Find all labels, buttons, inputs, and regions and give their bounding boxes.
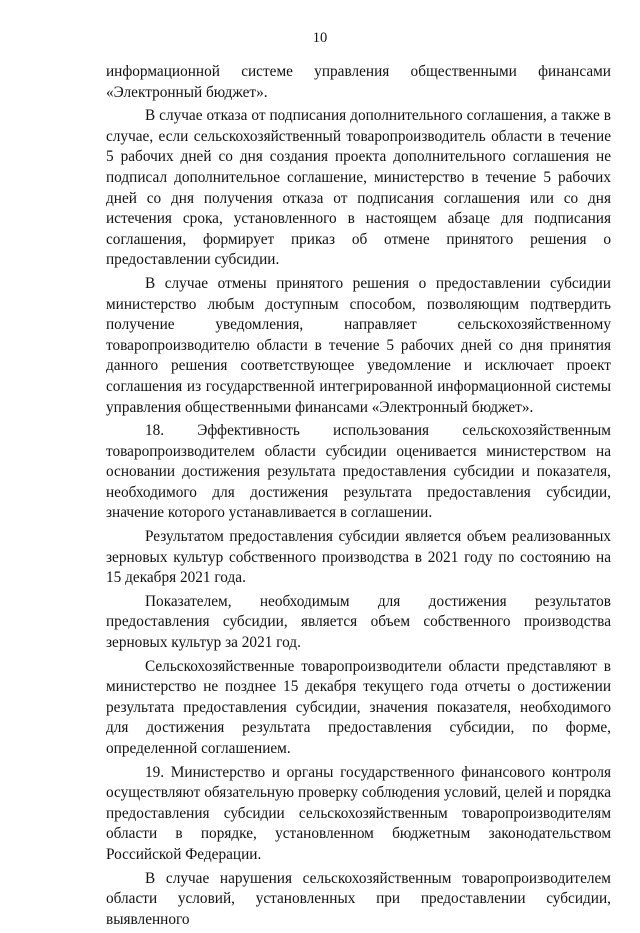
page-number: 10 [312, 30, 328, 46]
paragraph-refusal-additional-agreement: В случае отказа от подписания дополнительного соглашения, а также в случае, если сельскохозяйственный товаропроизводитель области в течение 5 рабочих дней со дня создания проекта дополнительного соглашения не подписал дополнительное соглашение, министерство в течение 5 рабочих дней со дня получения отказа от подписания соглашения или со дня истечения срока, установленного в настоящем абзаце для подписания соглашения, формирует приказ об отмене принятого решения о предоставлении субсидии. [106, 107, 611, 269]
paragraph-item-18: 18. Эффективность использования сельскохозяйственным товаропроизводителем области субсидии оценивается министерством на основании достижения результата предоставления субсидии и показателя, необходимого для достижения результата предоставления субсидии, значение которого устанавливается в соглашении. [106, 422, 611, 522]
document-body [106, 62, 611, 933]
paragraph-continuation: информационной системе управления общественными финансами «Электронный бюджет». [106, 63, 611, 101]
paragraph-indicator: Показателем, необходимым для достижения результатов предоставления субсидии, является объем собственного производства зерновых культур за 2021 год. [106, 592, 611, 652]
paragraph-result: Результатом предоставления субсидии является объем реализованных зерновых культур собственного производства в 2021 году по состоянию на 15 декабря 2021 года. [106, 528, 611, 587]
paragraph-reports: Сельскохозяйственные товаропроизводители области представляют в министерство не позднее 15 декабря текущего года отчеты о достижении результата предоставления субсидии, значения показателя, необходимого для достижения результата предоставления субсидии, по форме, определенной соглашением. [106, 657, 611, 757]
paragraph-violation: В случае нарушения сельскохозяйственным товаропроизводителем области условий, установленных при предоставлении субсидии, выявленного [106, 869, 611, 928]
paragraph-item-19: 19. Министерство и органы государственного финансового контроля осуществляют обязательную проверку соблюдения условий, целей и порядка предоставления субсидии сельскохозяйственным товаропроизводителям области в порядке, установленном бюджетным законодательством Российской Федерации. [106, 763, 611, 863]
paragraph-cancellation-notice: В случае отмены принятого решения о предоставлении субсидии министерство любым доступным способом, позволяющим подтвердить получение уведомления, направляет сельскохозяйственному товаропроизводителю области в течение 5 рабочих дней со дня принятия данного решения соответствующее уведомление и исключает проект соглашения из государственной интегрированной информационной системы управления общественными финансами «Электронный бюджет». [106, 274, 611, 416]
